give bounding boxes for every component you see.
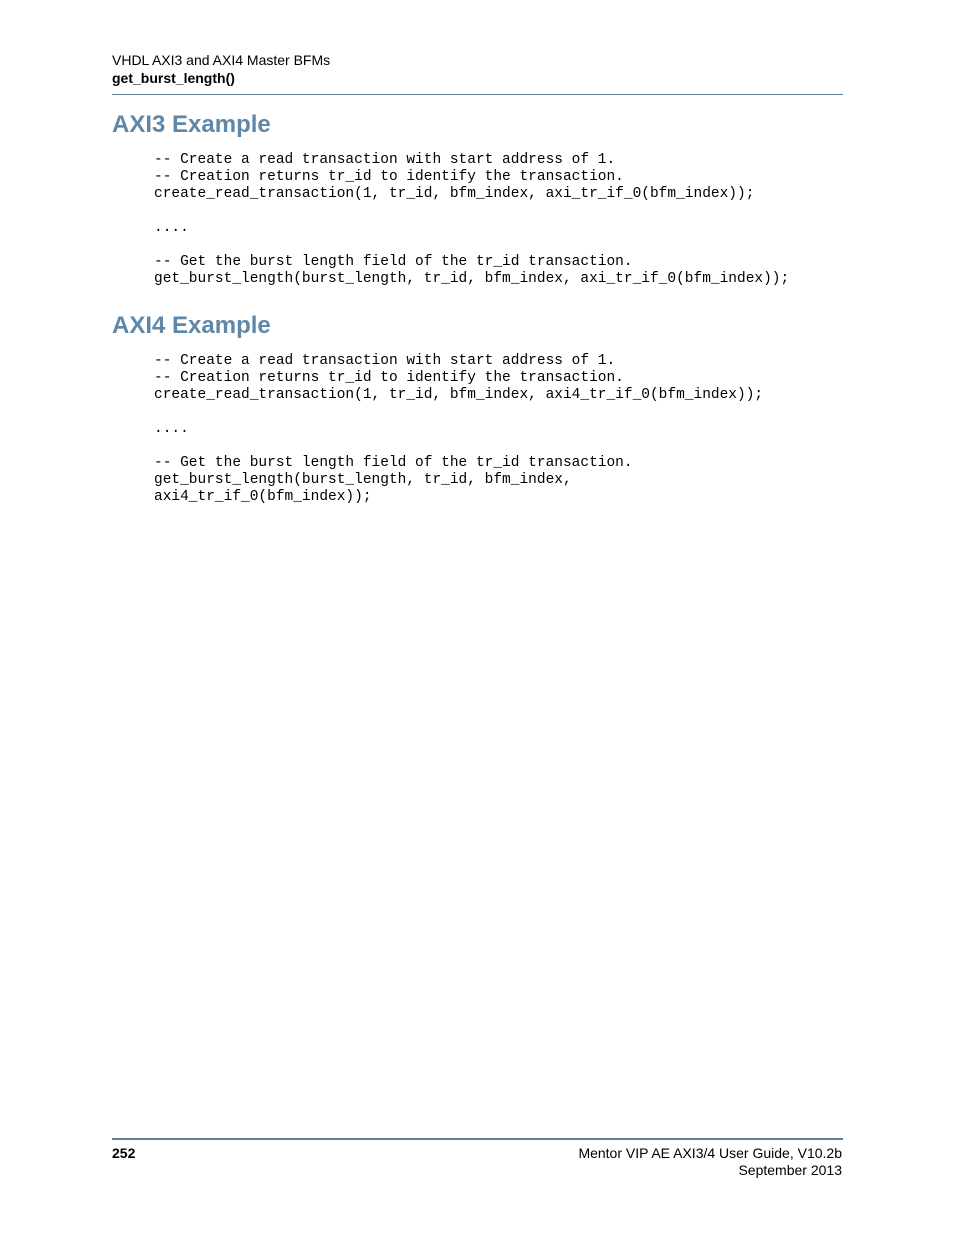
footer-info <box>578 1145 842 1179</box>
footer-divider <box>112 1138 843 1140</box>
axi3-example-heading: AXI3 Example <box>112 111 271 138</box>
header-section-name: get_burst_length() <box>112 70 235 86</box>
running-header <box>112 52 843 88</box>
page-number: 252 <box>112 1145 136 1161</box>
header-title: VHDL AXI3 and AXI4 Master BFMs <box>112 52 331 68</box>
header-divider <box>112 94 843 95</box>
axi4-example-code: -- Create a read transaction with start address of 1. -- Creation returns tr_id to identify the transaction. create_read_transaction(1, tr_id, bfm_index, axi4_tr_if_0(bfm_index)); .... -- Get the burst length field of the tr_id transaction. get_burst_length(burst_length, tr_id, bfm_index, axi4_tr_if_0(bfm_index)); <box>154 353 764 505</box>
axi3-example-code: -- Create a read transaction with start address of 1. -- Creation returns tr_id to identify the transaction. create_read_transaction(1, tr_id, bfm_index, axi_tr_if_0(bfm_index)); .... -- Get the burst length field of the tr_id transaction. get_burst_length(burst_length, tr_id, bfm_index, axi_tr_if_0(bfm_index)); <box>154 152 790 287</box>
footer-guide-title: Mentor VIP AE AXI3/4 User Guide, V10.2b <box>578 1145 842 1161</box>
footer-date: September 2013 <box>738 1162 842 1178</box>
axi4-example-heading: AXI4 Example <box>112 312 271 339</box>
